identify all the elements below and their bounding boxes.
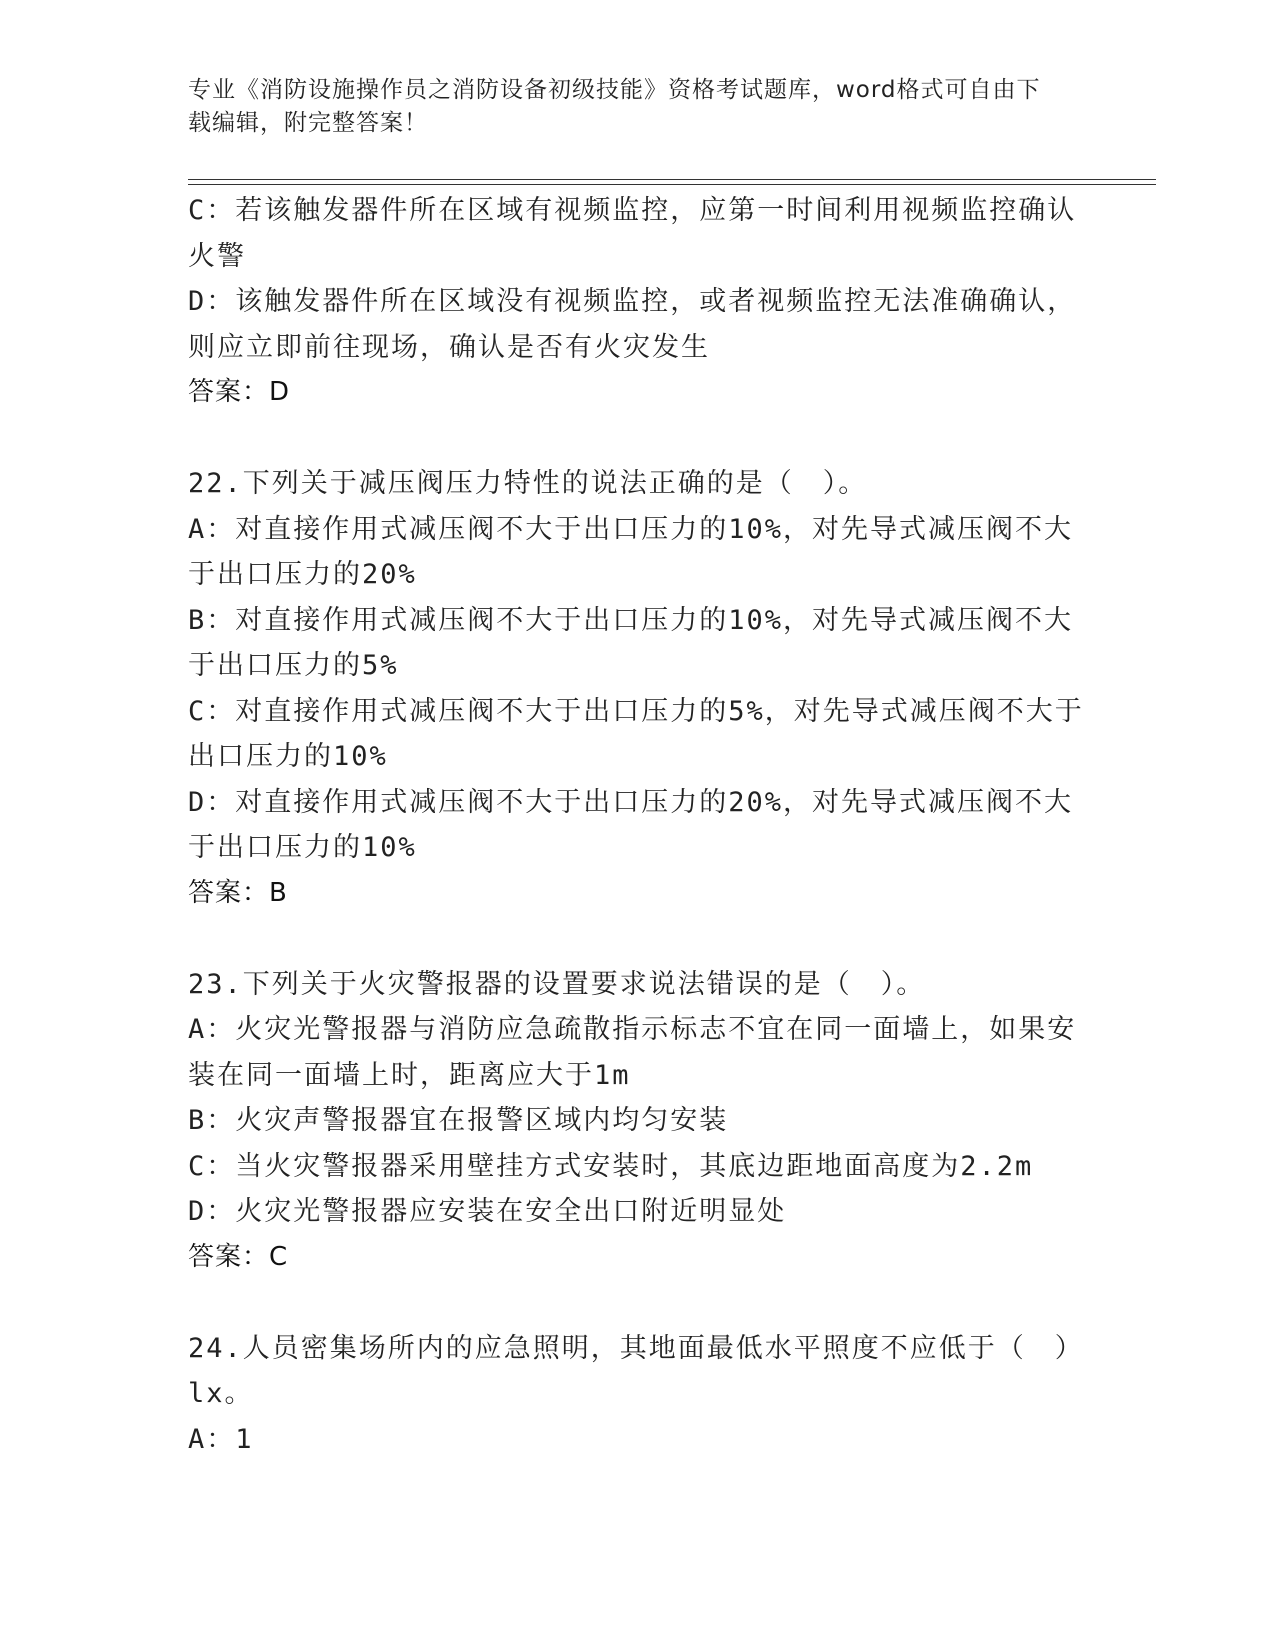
question-stem: 24.人员密集场所内的应急照明，其地面最低水平照度不应低于（ ）: [188, 1332, 1084, 1364]
option-a-line: A：1: [188, 1423, 254, 1455]
question-stem-cont: lx。: [188, 1378, 254, 1409]
option-d-line: D：该触发器件所在区域没有视频监控，或者视频监控无法准确确认，: [188, 286, 1077, 317]
answer-text: 答案：C: [188, 1241, 289, 1272]
option-d-line: D：对直接作用式减压阀不大于出口压力的20%，对先导式减压阀不大: [188, 786, 1074, 818]
question-block: [188, 188, 1088, 416]
answer-text: 答案：B: [188, 877, 288, 908]
option-a-line-cont: 于出口压力的20%: [188, 559, 417, 590]
option-a-line-cont: 装在同一面墙上时，距离应大于1m: [188, 1059, 631, 1091]
header-line-2: 载编辑，附完整答案！: [188, 110, 428, 136]
option-d-line: D：火灾光警报器应安装在安全出口附近明显处: [188, 1196, 787, 1227]
question-block: [188, 461, 1088, 916]
option-a-line: A：对直接作用式减压阀不大于出口压力的10%，对先导式减压阀不大: [188, 513, 1074, 545]
answer-text: 答案：D: [188, 377, 291, 407]
header-divider-bottom: [188, 184, 1156, 185]
option-b-line: B：对直接作用式减压阀不大于出口压力的10%，对先导式减压阀不大: [188, 604, 1074, 636]
header-line-1: 专业《消防设施操作员之消防设备初级技能》资格考试题库，word格式可自由下: [188, 77, 1041, 103]
question-content: [188, 188, 1088, 1462]
question-block: [188, 1326, 1088, 1463]
option-c-line: C：若该触发器件所在区域有视频监控，应第一时间利用视频监控确认: [188, 195, 1077, 226]
option-b-line: B：火灾声警报器宜在报警区域内均匀安装: [188, 1105, 729, 1136]
option-a-line: A：火灾光警报器与消防应急疏散指示标志不宜在同一面墙上，如果安: [188, 1014, 1077, 1045]
block-spacer: [188, 1280, 1088, 1326]
option-c-line: C：当火灾警报器采用壁挂方式安装时，其底边距地面高度为2.2m: [188, 1150, 1034, 1182]
question-block: [188, 962, 1088, 1281]
block-spacer: [188, 916, 1088, 962]
block-spacer: [188, 416, 1088, 462]
question-stem: 23.下列关于火灾警报器的设置要求说法错误的是（ ）。: [188, 968, 926, 1000]
option-c-line-cont: 出口压力的10%: [188, 741, 388, 772]
option-c-line-cont: 火警: [188, 240, 246, 272]
option-d-line-cont: 则应立即前往现场，确认是否有火灾发生: [188, 331, 710, 363]
question-stem: 22.下列关于减压阀压力特性的说法正确的是（ ）。: [188, 468, 868, 499]
option-d-line-cont: 于出口压力的10%: [188, 832, 417, 863]
header-divider-top: [188, 179, 1156, 180]
option-b-line-cont: 于出口压力的5%: [188, 650, 399, 681]
document-header: [188, 74, 1068, 140]
option-c-line: C：对直接作用式减压阀不大于出口压力的5%，对先导式减压阀不大于: [188, 695, 1084, 727]
